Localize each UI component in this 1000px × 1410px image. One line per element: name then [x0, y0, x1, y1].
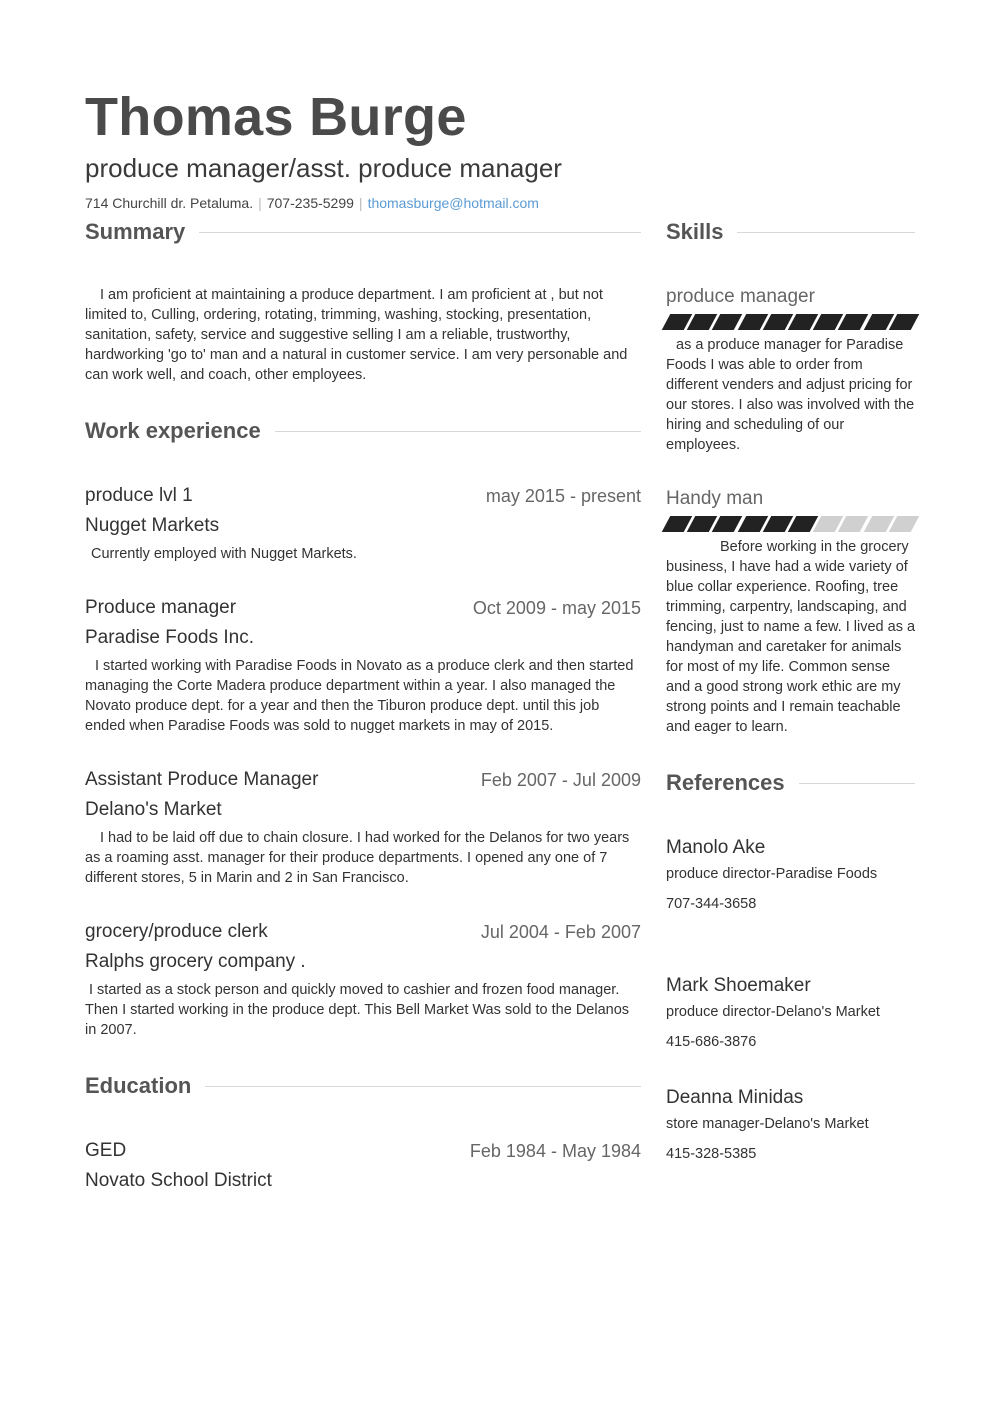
education-heading [85, 1073, 641, 1099]
skills-title: Skills [666, 219, 724, 244]
candidate-name: Thomas Burge [85, 87, 467, 147]
skill-level-bar [666, 516, 915, 532]
reference-role: produce director-Paradise Foods [666, 866, 878, 882]
summary-heading [85, 219, 641, 245]
job-title: Assistant Produce Manager [85, 769, 319, 790]
skill-level-bar [666, 314, 915, 330]
section-rule [799, 783, 915, 784]
contact-line [85, 195, 539, 211]
work-title: Work experience [85, 418, 261, 443]
reference-name: Deanna Minidas [666, 1087, 804, 1108]
job-company: Paradise Foods Inc. [85, 627, 254, 648]
job-company: Nugget Markets [85, 515, 220, 536]
skill-name: Handy man [666, 488, 764, 509]
job-description: I started working with Paradise Foods in Novato as a produce clerk and then started managing the Corte Madera produce department within a year. I also managed the Novato produce dept. for a year and then the Tiburon produce dept. until this job ended when Paradise Foods was sold to nugget markets in may of 2015. [85, 658, 634, 734]
education-school: Novato School District [85, 1170, 272, 1191]
job-description: I started as a stock person and quickly moved to cashier and frozen food manager. Then I started working in the produce dept. This Bell Market Was sold to the Delanos in 2007. [85, 982, 630, 1038]
email-link[interactable]: thomasburge@hotmail.com [367, 195, 539, 211]
job-dates: Feb 2007 - Jul 2009 [480, 770, 641, 790]
reference-name: Manolo Ake [666, 837, 766, 858]
skill-description: as a produce manager for Paradise Foods I was able to order from different venders and adjust pricing for our stores. I also was involved with the hiring and scheduling of our employees. [666, 337, 915, 453]
job-company: Ralphs grocery company . [85, 951, 306, 972]
contact-separator: | [258, 195, 262, 211]
candidate-headline: produce manager/asst. produce manager [85, 153, 562, 183]
phone: 707-235-5299 [266, 195, 354, 211]
skill-description: Before working in the grocery business, I have had a wide variety of blue collar experience. Roofing, tree trimming, carpentry, landscaping, and fencing, just to name a few. I lived as a handyman and caretaker for animals for most of my life. Common sense and a good strong work ethic are my strong points and I remain teachable and eager to learn. [666, 539, 916, 735]
summary-text: I am proficient at maintaining a produce department. I am proficient at , but not limited to, Culling, ordering, rotating, trimming, washing, stocking, presentation, sanitation, safety, service and suggestive selling I am a reliable, trustworthy, hardworking 'go to' man and a natural in customer service. I am very personable and can work well, and coach, other employees. [85, 287, 628, 383]
education-degree: GED [85, 1140, 127, 1161]
references-title: References [666, 770, 785, 795]
reference-role: store manager-Delano's Market [666, 1116, 869, 1132]
reference-phone: 707-344-3658 [666, 896, 757, 912]
section-rule [205, 1086, 641, 1087]
reference-name: Mark Shoemaker [666, 975, 811, 996]
job-description: Currently employed with Nugget Markets. [91, 546, 357, 562]
job-dates: Oct 2009 - may 2015 [472, 598, 641, 618]
job-title: grocery/produce clerk [85, 921, 268, 942]
section-rule [199, 232, 641, 233]
reference-phone: 415-686-3876 [666, 1034, 757, 1050]
skills-heading [666, 219, 915, 245]
job-title: Produce manager [85, 597, 237, 618]
summary-title: Summary [85, 219, 186, 244]
skill-name: produce manager [666, 286, 815, 307]
education-dates: Feb 1984 - May 1984 [469, 1141, 641, 1161]
address: 714 Churchill dr. Petaluma. [85, 195, 254, 211]
reference-phone: 415-328-5385 [666, 1146, 757, 1162]
section-rule [737, 232, 915, 233]
job-dates: Jul 2004 - Feb 2007 [480, 922, 641, 942]
education-title: Education [85, 1073, 192, 1098]
contact-separator: | [358, 195, 363, 211]
job-dates: may 2015 - present [485, 486, 641, 506]
job-company: Delano's Market [85, 799, 222, 820]
references-heading [666, 770, 915, 796]
work-heading [85, 418, 641, 444]
reference-role: produce director-Delano's Market [666, 1004, 880, 1020]
section-rule [275, 431, 641, 432]
job-title: produce lvl 1 [85, 485, 193, 506]
job-description: I had to be laid off due to chain closure. I had worked for the Delanos for two years as a roaming asst. manager for their produce departments. I opened any one of 7 different stores, 5 in Marin and 2 in San Francisco. [85, 830, 630, 886]
